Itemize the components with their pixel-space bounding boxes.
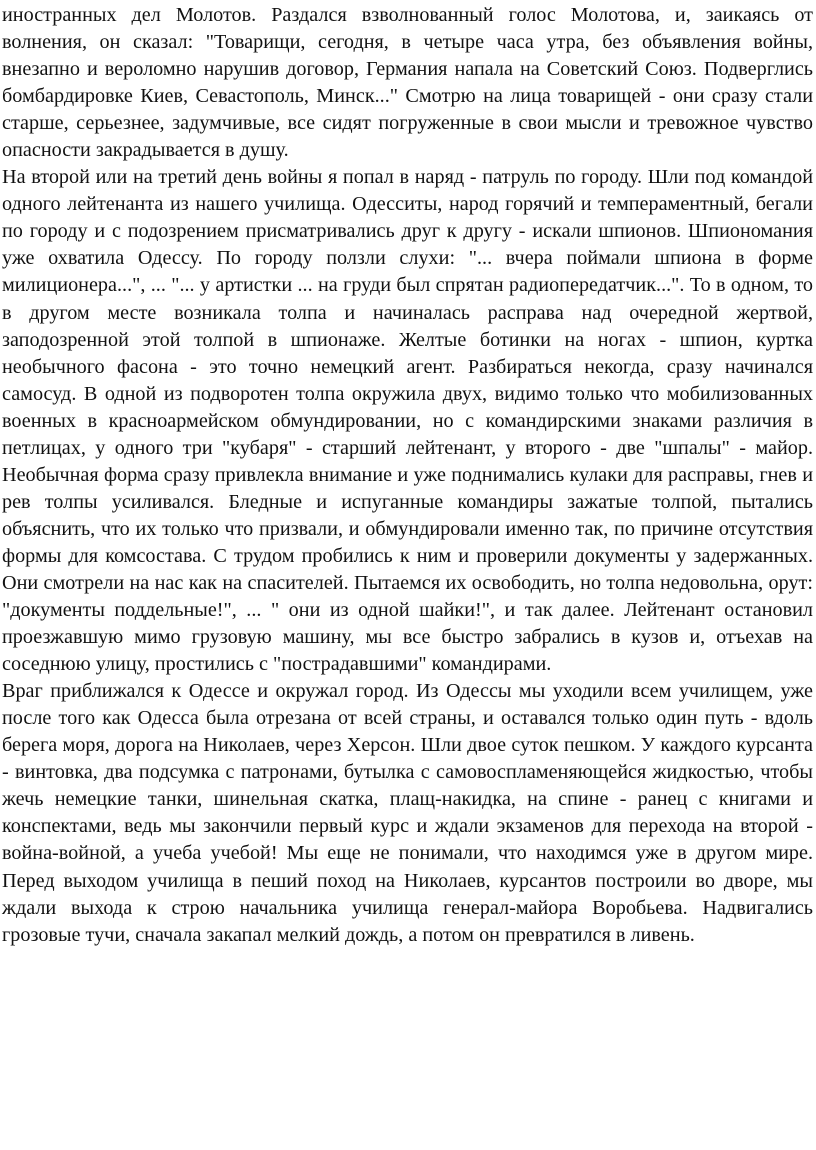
document-page <box>0 2 816 1150</box>
paragraph-patrol-odessa: На второй или на третий день войны я попал в наряд - патруль по городу. Шли под командой одного лейтенанта из нашего училища. Одесситы, народ горячий и темпераментный, бегали по городу и с подозрением присматривались друг к другу - искали шпионов. Шпиономания уже охватила Одессу. По городу ползли слухи: "... вчера поймали шпиона в форме милиционера...", ... "... у артистки ... на груди был спрятан радиопередатчик...". То в одном, то в другом месте возникала толпа и начиналась расправа над очередной жертвой, заподозренной этой толпой в шпионаже. Желтые ботинки на ногах - шпион, куртка необычного фасона - это точно немецкий агент. Разбираться некогда, сразу начинался самосуд. В одной из подворотен толпа окружила двух, видимо только что мобилизованных военных в красноармейском обмундировании, но с командирскими знаками различия в петлицах, у одного три "кубаря" - старший лейтенант, у второго - две "шпалы" - майор. Необычная форма сразу привлекла внимание и уже поднимались кулаки для расправы, гнев и рев толпы усиливался. Бледные и испуганные командиры зажатые толпой, пытались объяснить, что их только что призвали, и обмундировали именно так, по причине отсутствия формы для комсостава. С трудом пробились к ним и проверили документы у задержанных. Они смотрели на нас как на спасителей. Пытаемся их освободить, но толпа недовольна, орут: "документы поддельные!", ... " они из одной шайки!", и так далее. Лейтенант остановил проезжавшую мимо грузовую машину, мы все быстро забрались в кузов и, отъехав на соседнюю улицу, простились с "пострадавшими" командирами. <box>2 166 813 676</box>
paragraph-molotov-speech: иностранных дел Молотов. Раздался взволнованный голос Молотова, и, заикаясь от волнения, он сказал: "Товарищи, сегодня, в четыре часа утра, без объявления войны, внезапно и вероломно нарушив договор, Германия напала на Советский Союз. Подверглись бомбардировке Киев, Севастополь, Минск..." Смотрю на лица товарищей - они сразу стали старше, серьезнее, задумчивые, все сидят погруженные в свои мысли и тревожное чувство опасности закрадывается в душу. <box>2 4 813 162</box>
paragraph-leaving-odessa: Враг приближался к Одессе и окружал город. Из Одессы мы уходили всем училищем, уже после того как Одесса была отрезана от всей страны, и оставался только один путь - вдоль берега моря, дорога на Николаев, через Херсон. Шли двое суток пешком. У каждого курсанта - винтовка, два подсумка с патронами, бутылка с самовоспламеняющейся жидкостью, чтобы жечь немецкие танки, шинельная скатка, плащ-накидка, на спине - ранец с книгами и конспектами, ведь мы закончили первый курс и ждали экзаменов для перехода на второй - война-войной, а учеба учебой! Мы еще не понимали, что находимся уже в другом мире. Перед выходом училища в пеший поход на Николаев, курсантов построили во дворе, мы ждали выхода к строю начальника училища генерал-майора Воробьева. Надвигались грозовые тучи, сначала закапал мелкий дождь, а потом он превратился в ливень. <box>2 680 813 946</box>
